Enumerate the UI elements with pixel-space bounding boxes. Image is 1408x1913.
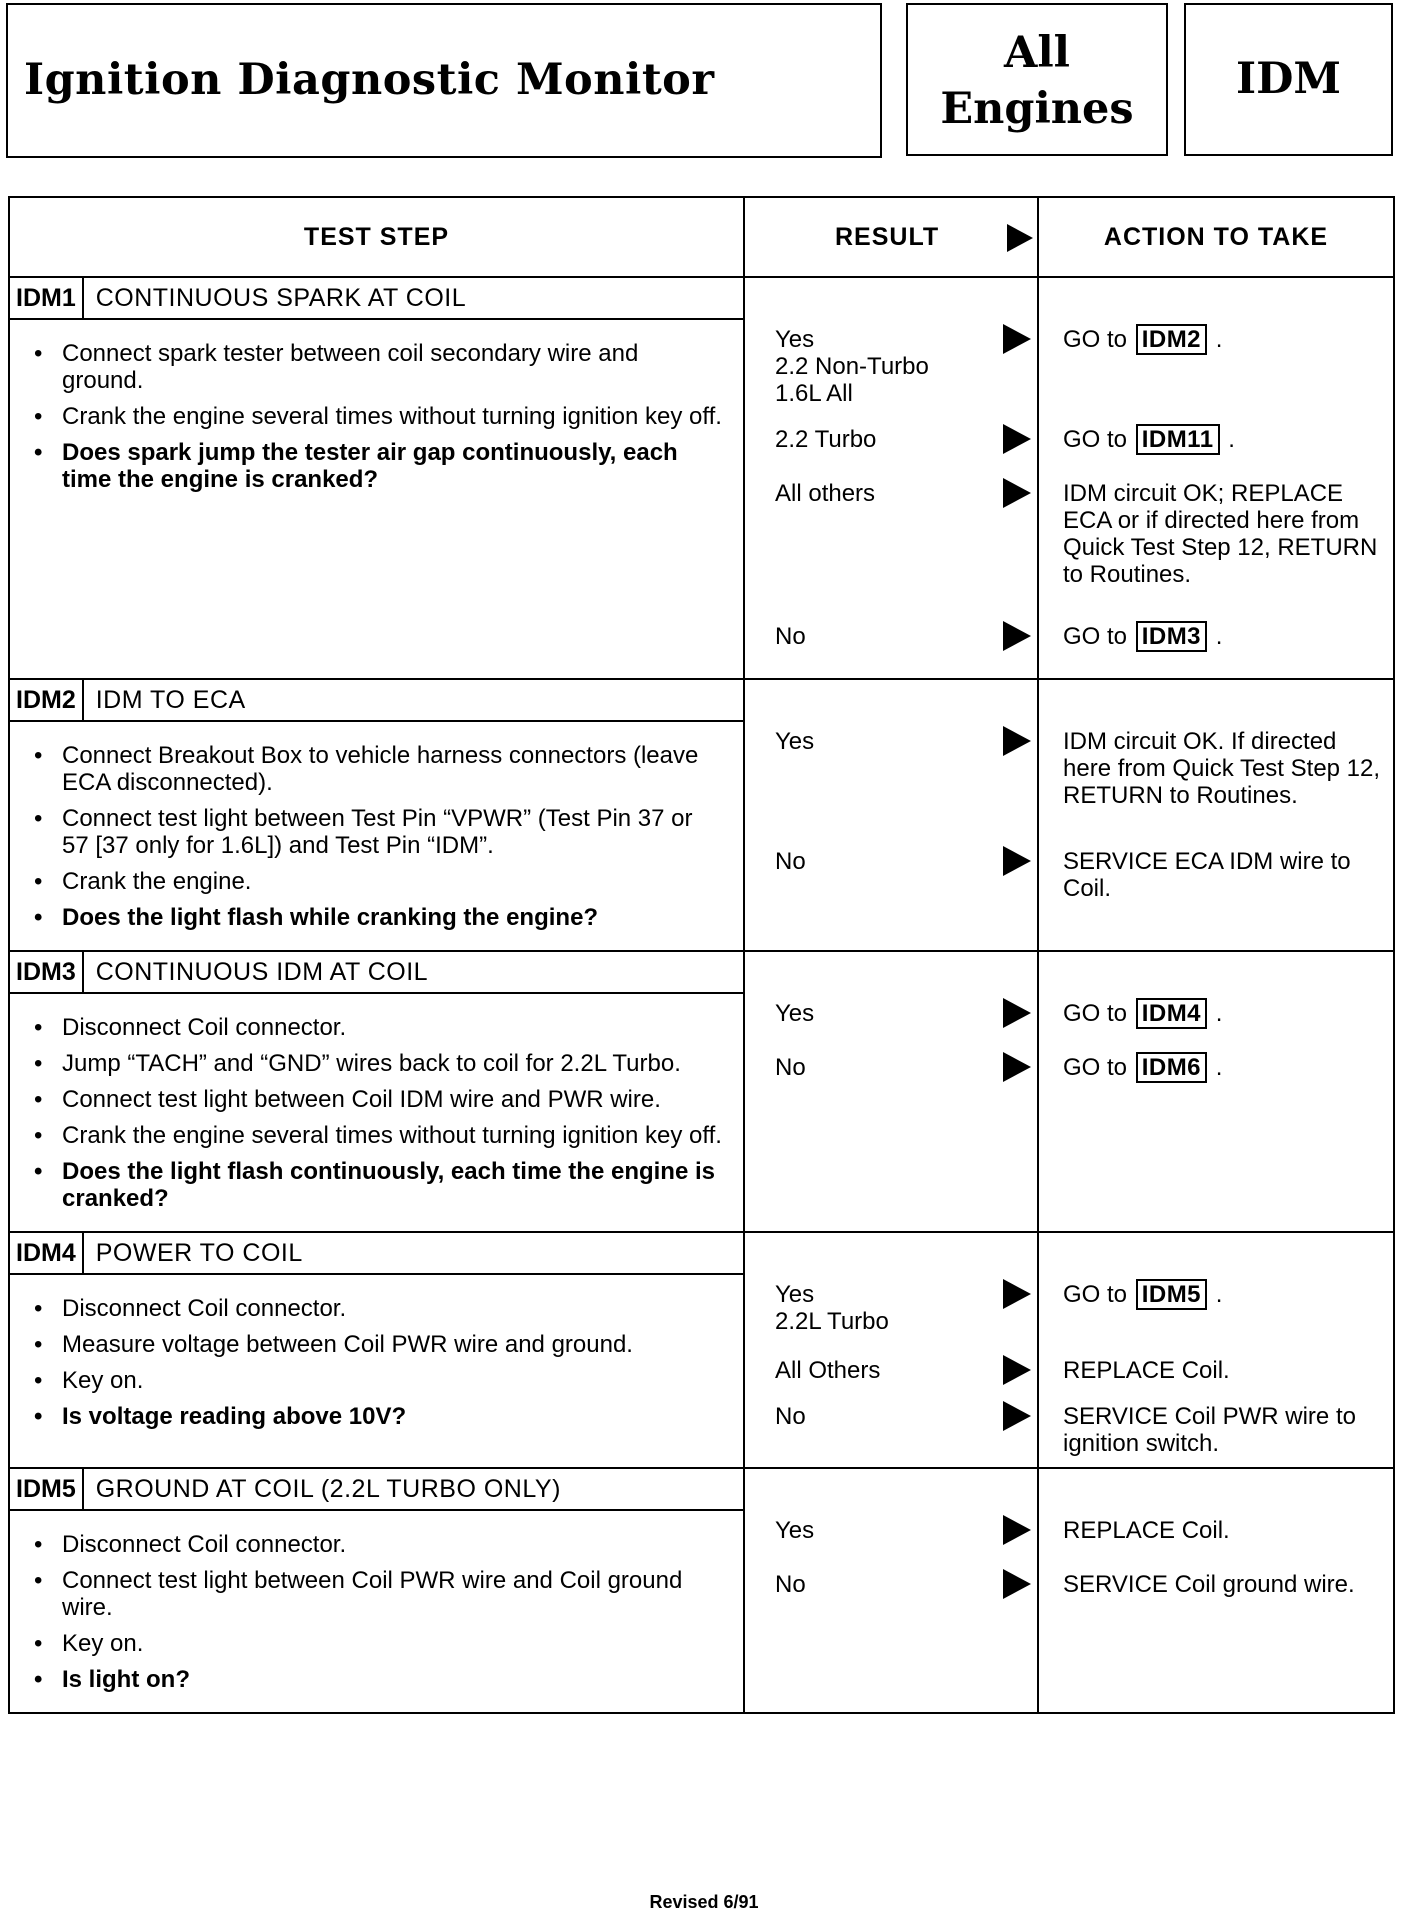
result-label: No [775,623,806,650]
step-id: IDM3 [10,952,84,992]
result-label: Yes [775,728,815,755]
action-text [1063,848,1383,902]
step-instructions [10,1275,743,1449]
result-header [744,197,1038,277]
step-heading [10,1469,743,1511]
page-title: Ignition Diagnostic Monitor [24,55,715,105]
step-question [30,1403,723,1430]
bullet-icon: • [34,1050,43,1077]
arrow-right-icon [1003,1279,1031,1309]
step-row-idm1 [9,277,1394,679]
instruction-text: Does the light flash continuously, each time the engine is cranked? [62,1158,715,1212]
step-row-idm3 [9,951,1394,1232]
result-label: 2.2 Turbo [775,426,877,453]
action-suffix: . [1209,326,1223,353]
step-reference-link[interactable]: IDM2 [1136,324,1207,355]
bullet-icon: • [34,403,43,430]
action-text [1063,728,1383,809]
action-text [1063,1281,1383,1308]
step-title: GROUND AT COIL (2.2L TURBO ONLY) [95,1474,561,1503]
step-heading [10,952,743,994]
arrow-right-icon [1003,726,1031,756]
diagnostic-table [8,196,1395,1714]
action-cell [1038,1468,1394,1713]
action-instruction: REPLACE Coil. [1063,1357,1230,1384]
step-heading [10,278,743,320]
arrow-right-icon [1003,1401,1031,1431]
step-instructions [10,722,743,950]
bullet-icon: • [34,742,43,769]
action-instruction: IDM circuit OK. If directed here from Quick Test Step 12, RETURN to Routines. [1063,728,1381,809]
instruction-text: Jump “TACH” and “GND” wires back to coil for 2.2L Turbo. [62,1050,681,1077]
action-text [1063,326,1383,353]
step-heading [10,1233,743,1275]
action-text [1063,1517,1383,1544]
step-reference-link[interactable]: IDM4 [1136,998,1207,1029]
instruction-text: Connect test light between Test Pin “VPWR” (Test Pin 37 or 57 [37 only for 1.6L]) and Test Pin “IDM”. [62,805,693,859]
step-instruction [30,1122,723,1149]
instruction-text: Is voltage reading above 10V? [62,1403,407,1430]
arrow-right-icon [1003,424,1031,454]
result-label: Yes 2.2L Turbo [775,1281,889,1335]
result-label: No [775,1571,806,1598]
step-instruction [30,1367,723,1394]
result-label: All Others [775,1357,881,1384]
arrow-right-icon [1007,224,1033,252]
arrow-right-icon [1003,324,1031,354]
step-id: IDM1 [10,278,84,318]
step-question [30,1666,723,1693]
step-instruction [30,742,723,796]
bullet-icon: • [34,1331,43,1358]
table-header-row [9,197,1394,277]
step-id: IDM2 [10,680,84,720]
result-label: Yes [775,1000,815,1027]
step-question [30,439,723,493]
action-text [1063,623,1383,650]
bullet-icon: • [34,1567,43,1594]
step-id: IDM5 [10,1469,84,1509]
instruction-text: Measure voltage between Coil PWR wire and ground. [62,1331,633,1358]
action-text [1063,1054,1383,1081]
bullet-icon: • [34,1122,43,1149]
action-suffix: . [1209,1000,1223,1027]
instruction-text: Connect Breakout Box to vehicle harness connectors (leave ECA disconnected). [62,742,699,796]
instruction-text: Crank the engine. [62,868,252,895]
bullet-icon: • [34,868,43,895]
bullet-icon: • [34,1295,43,1322]
step-instruction [30,1531,723,1558]
result-label: Yes [775,1517,815,1544]
test-step-cell [9,277,744,679]
action-suffix: . [1209,1054,1223,1081]
step-instruction [30,1050,723,1077]
action-text [1063,1403,1383,1457]
result-label: All others [775,480,876,507]
action-suffix: . [1209,623,1223,650]
result-label: Yes 2.2 Non-Turbo 1.6L All [775,326,929,407]
step-row-idm4 [9,1232,1394,1468]
code-box [1184,3,1393,156]
step-instruction [30,340,723,394]
action-instruction: SERVICE Coil PWR wire to ignition switch. [1063,1403,1356,1457]
action-text [1063,426,1383,453]
action-text [1063,480,1383,588]
step-instruction [30,1630,723,1657]
step-reference-link[interactable]: IDM11 [1136,424,1220,455]
action-instruction: SERVICE ECA IDM wire to Coil. [1063,848,1351,902]
bullet-icon: • [34,1014,43,1041]
instruction-text: Connect spark tester between coil secondary wire and ground. [62,340,639,394]
step-instruction [30,1014,723,1041]
step-instruction [30,868,723,895]
instruction-text: Crank the engine several times without turning ignition key off. [62,403,722,430]
bullet-icon: • [34,1158,43,1185]
bullet-icon: • [34,1666,43,1693]
instruction-text: Does spark jump the tester air gap continuously, each time the engine is cranked? [62,439,678,493]
action-instruction: GO to [1063,1054,1134,1081]
test-step-cell [9,1468,744,1713]
result-cell [744,951,1038,1232]
step-title: POWER TO COIL [95,1238,303,1267]
result-cell [744,679,1038,951]
result-label: No [775,1054,806,1081]
engines-label-line1: All [1003,28,1071,78]
action-cell [1038,1232,1394,1468]
result-cell [744,1468,1038,1713]
step-row-idm2 [9,679,1394,951]
arrow-right-icon [1003,998,1031,1028]
step-instruction [30,403,723,430]
action-instruction: GO to [1063,1000,1134,1027]
test-step-cell [9,951,744,1232]
action-header: ACTION TO TAKE [1038,197,1394,277]
bullet-icon: • [34,340,43,367]
step-reference-link[interactable]: IDM3 [1136,621,1207,652]
instruction-text: Is light on? [62,1666,190,1693]
step-title: CONTINUOUS IDM AT COIL [95,957,429,986]
arrow-right-icon [1003,1355,1031,1385]
result-label: No [775,848,806,875]
action-instruction: GO to [1063,1281,1134,1308]
step-title: IDM TO ECA [95,685,246,714]
arrow-right-icon [1003,1515,1031,1545]
step-title: CONTINUOUS SPARK AT COIL [95,283,467,312]
action-instruction: SERVICE Coil ground wire. [1063,1571,1355,1598]
instruction-text: Key on. [62,1367,144,1394]
action-text [1063,1000,1383,1027]
result-label: No [775,1403,806,1430]
action-text [1063,1571,1383,1598]
arrow-right-icon [1003,621,1031,651]
action-instruction: GO to [1063,326,1134,353]
bullet-icon: • [34,1086,43,1113]
bullet-icon: • [34,1403,43,1430]
instruction-text: Connect test light between Coil PWR wire and Coil ground wire. [62,1567,683,1621]
step-question [30,904,723,931]
arrow-right-icon [1003,846,1031,876]
step-instructions [10,994,743,1231]
action-suffix: . [1221,426,1235,453]
bullet-icon: • [34,1630,43,1657]
instruction-text: Does the light flash while cranking the engine? [62,904,599,931]
instruction-text: Connect test light between Coil IDM wire and PWR wire. [62,1086,661,1113]
step-instruction [30,805,723,859]
steps-body [9,277,1394,1713]
step-reference-link[interactable]: IDM5 [1136,1279,1207,1310]
instruction-text: Disconnect Coil connector. [62,1014,347,1041]
step-instructions [10,320,743,512]
step-instructions [10,1511,743,1712]
action-cell [1038,277,1394,679]
step-instruction [30,1086,723,1113]
step-id: IDM4 [10,1233,84,1273]
action-suffix: . [1209,1281,1223,1308]
action-text [1063,1357,1383,1384]
bullet-icon: • [34,904,43,931]
arrow-right-icon [1003,478,1031,508]
bullet-icon: • [34,1531,43,1558]
section-code: IDM [1235,54,1341,104]
step-instruction [30,1295,723,1322]
instruction-text: Disconnect Coil connector. [62,1295,347,1322]
action-cell [1038,951,1394,1232]
arrow-right-icon [1003,1569,1031,1599]
step-reference-link[interactable]: IDM6 [1136,1052,1207,1083]
engines-box [906,3,1168,156]
action-instruction: IDM circuit OK; REPLACE ECA or if directed here from Quick Test Step 12, RETURN to Routines. [1063,480,1378,588]
step-instruction [30,1331,723,1358]
test-step-cell [9,679,744,951]
instruction-text: Key on. [62,1630,144,1657]
action-instruction: GO to [1063,623,1134,650]
title-box [6,3,882,158]
step-instruction [30,1567,723,1621]
result-cell [744,1232,1038,1468]
step-row-idm5 [9,1468,1394,1713]
test-step-cell [9,1232,744,1468]
test-step-header: TEST STEP [9,197,744,277]
result-cell [744,277,1038,679]
step-question [30,1158,723,1212]
instruction-text: Disconnect Coil connector. [62,1531,347,1558]
engines-label-line2: Engines [940,84,1134,134]
action-instruction: GO to [1063,426,1134,453]
step-heading [10,680,743,722]
bullet-icon: • [34,439,43,466]
instruction-text: Crank the engine several times without turning ignition key off. [62,1122,722,1149]
result-header-label: RESULT [835,222,940,251]
bullet-icon: • [34,1367,43,1394]
bullet-icon: • [34,805,43,832]
action-instruction: REPLACE Coil. [1063,1517,1230,1544]
revision-footer: Revised 6/91 [649,1892,759,1912]
action-cell [1038,679,1394,951]
arrow-right-icon [1003,1052,1031,1082]
